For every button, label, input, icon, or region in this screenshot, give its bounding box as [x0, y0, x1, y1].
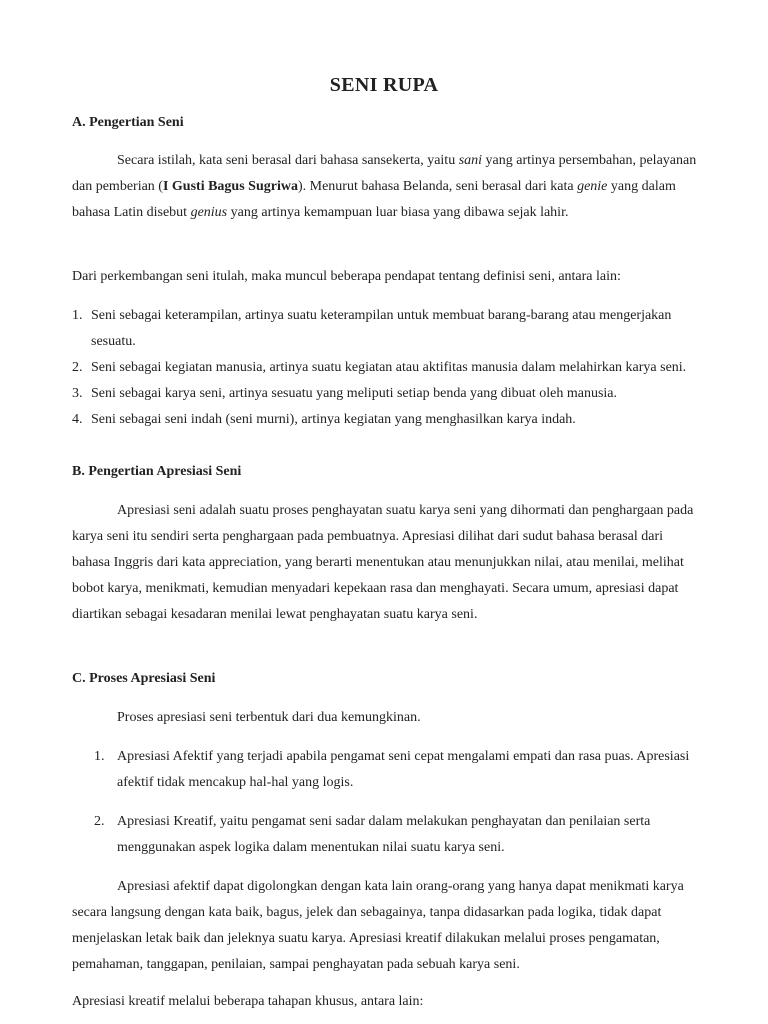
section-c-process-list-1 — [94, 744, 698, 796]
list-item: 4. Seni sebagai seni indah (seni murni), artinya kegiatan yang menghasilkan karya indah. — [72, 412, 576, 427]
section-a-heading: A. Pengertian Seni — [72, 115, 184, 130]
section-c-process-list-2 — [94, 809, 698, 861]
section-b-paragraph: Apresiasi seni adalah suatu proses penghayatan suatu karya seni yang dihormati dan penghargaan pada karya seni itu sendiri serta penghargaan pada pembuatnya. Apresiasi dilihat dari sudut bahasa berasal dari bahasa Inggris dari kata appreciation, yang berarti menentukan atau menunjukkan nilai, atau menilai, melihat bobot karya, menikmati, kemudian menyadari kepekaan rasa dan menghayati. Secara umum, apresiasi dapat diartikan sebagai kesadaran menilai lewat penghayatan suatu karya seni. — [72, 503, 694, 622]
section-a-definition-list — [72, 303, 698, 433]
section-c-intro: Proses apresiasi seni terbentuk dari dua kemungkinan. — [117, 710, 421, 725]
list-item: 1. Apresiasi Afektif yang terjadi apabila pengamat seni cepat mengalami empati dan rasa puas. Apresiasi afektif tidak mencakup hal-hal yang logis. — [94, 749, 690, 790]
section-a-lead-paragraph: Dari perkembangan seni itulah, maka muncul beberapa pendapat tentang definisi seni, antara lain: — [72, 269, 621, 284]
list-item: 2. Seni sebagai kegiatan manusia, artinya suatu kegiatan atau aktifitas manusia dalam melahirkan karya seni. — [72, 360, 687, 375]
list-item: 3. Seni sebagai karya seni, artinya sesuatu yang meliputi setiap benda yang dibuat oleh manusia. — [72, 386, 618, 401]
section-c-heading: C. Proses Apresiasi Seni — [72, 671, 216, 686]
section-b-heading: B. Pengertian Apresiasi Seni — [72, 464, 242, 479]
section-c-paragraph: Apresiasi afektif dapat digolongkan dengan kata lain orang-orang yang hanya dapat menikmati karya secara langsung dengan kata baik, bagus, jelek dan sebagainya, tanpa didasarkan pada logika, tidak dapat menjelaskan letak baik dan jeleknya suatu karya. Apresiasi kreatif dilakukan melalui proses pengamatan, pemahaman, tanggapan, penilaian, sampai penghayatan pada sebuah karya seni. — [72, 879, 684, 972]
section-c-last-line: Apresiasi kreatif melalui beberapa tahapan khusus, antara lain: — [72, 994, 424, 1009]
page-title: SENI RUPA — [329, 74, 439, 96]
section-a-intro-paragraph: Secara istilah, kata seni berasal dari bahasa sansekerta, yaitu sani yang artinya persembahan, pelayanan dan pemberian (I Gusti Bagus Sugriwa). Menurut bahasa Belanda, seni berasal dari kata genie yang dalam bahasa Latin disebut genius yang artinya kemampuan luar biasa yang dibawa sejak lahir. — [72, 153, 697, 220]
list-item: 1. Seni sebagai keterampilan, artinya suatu keterampilan untuk membuat barang-barang atau mengerjakan sesuatu. — [72, 308, 672, 349]
list-item: 2. Apresiasi Kreatif, yaitu pengamat seni sadar dalam melakukan penghayatan dan penilaian serta menggunakan aspek logika dalam menentukan nilai suatu karya seni. — [94, 814, 651, 855]
